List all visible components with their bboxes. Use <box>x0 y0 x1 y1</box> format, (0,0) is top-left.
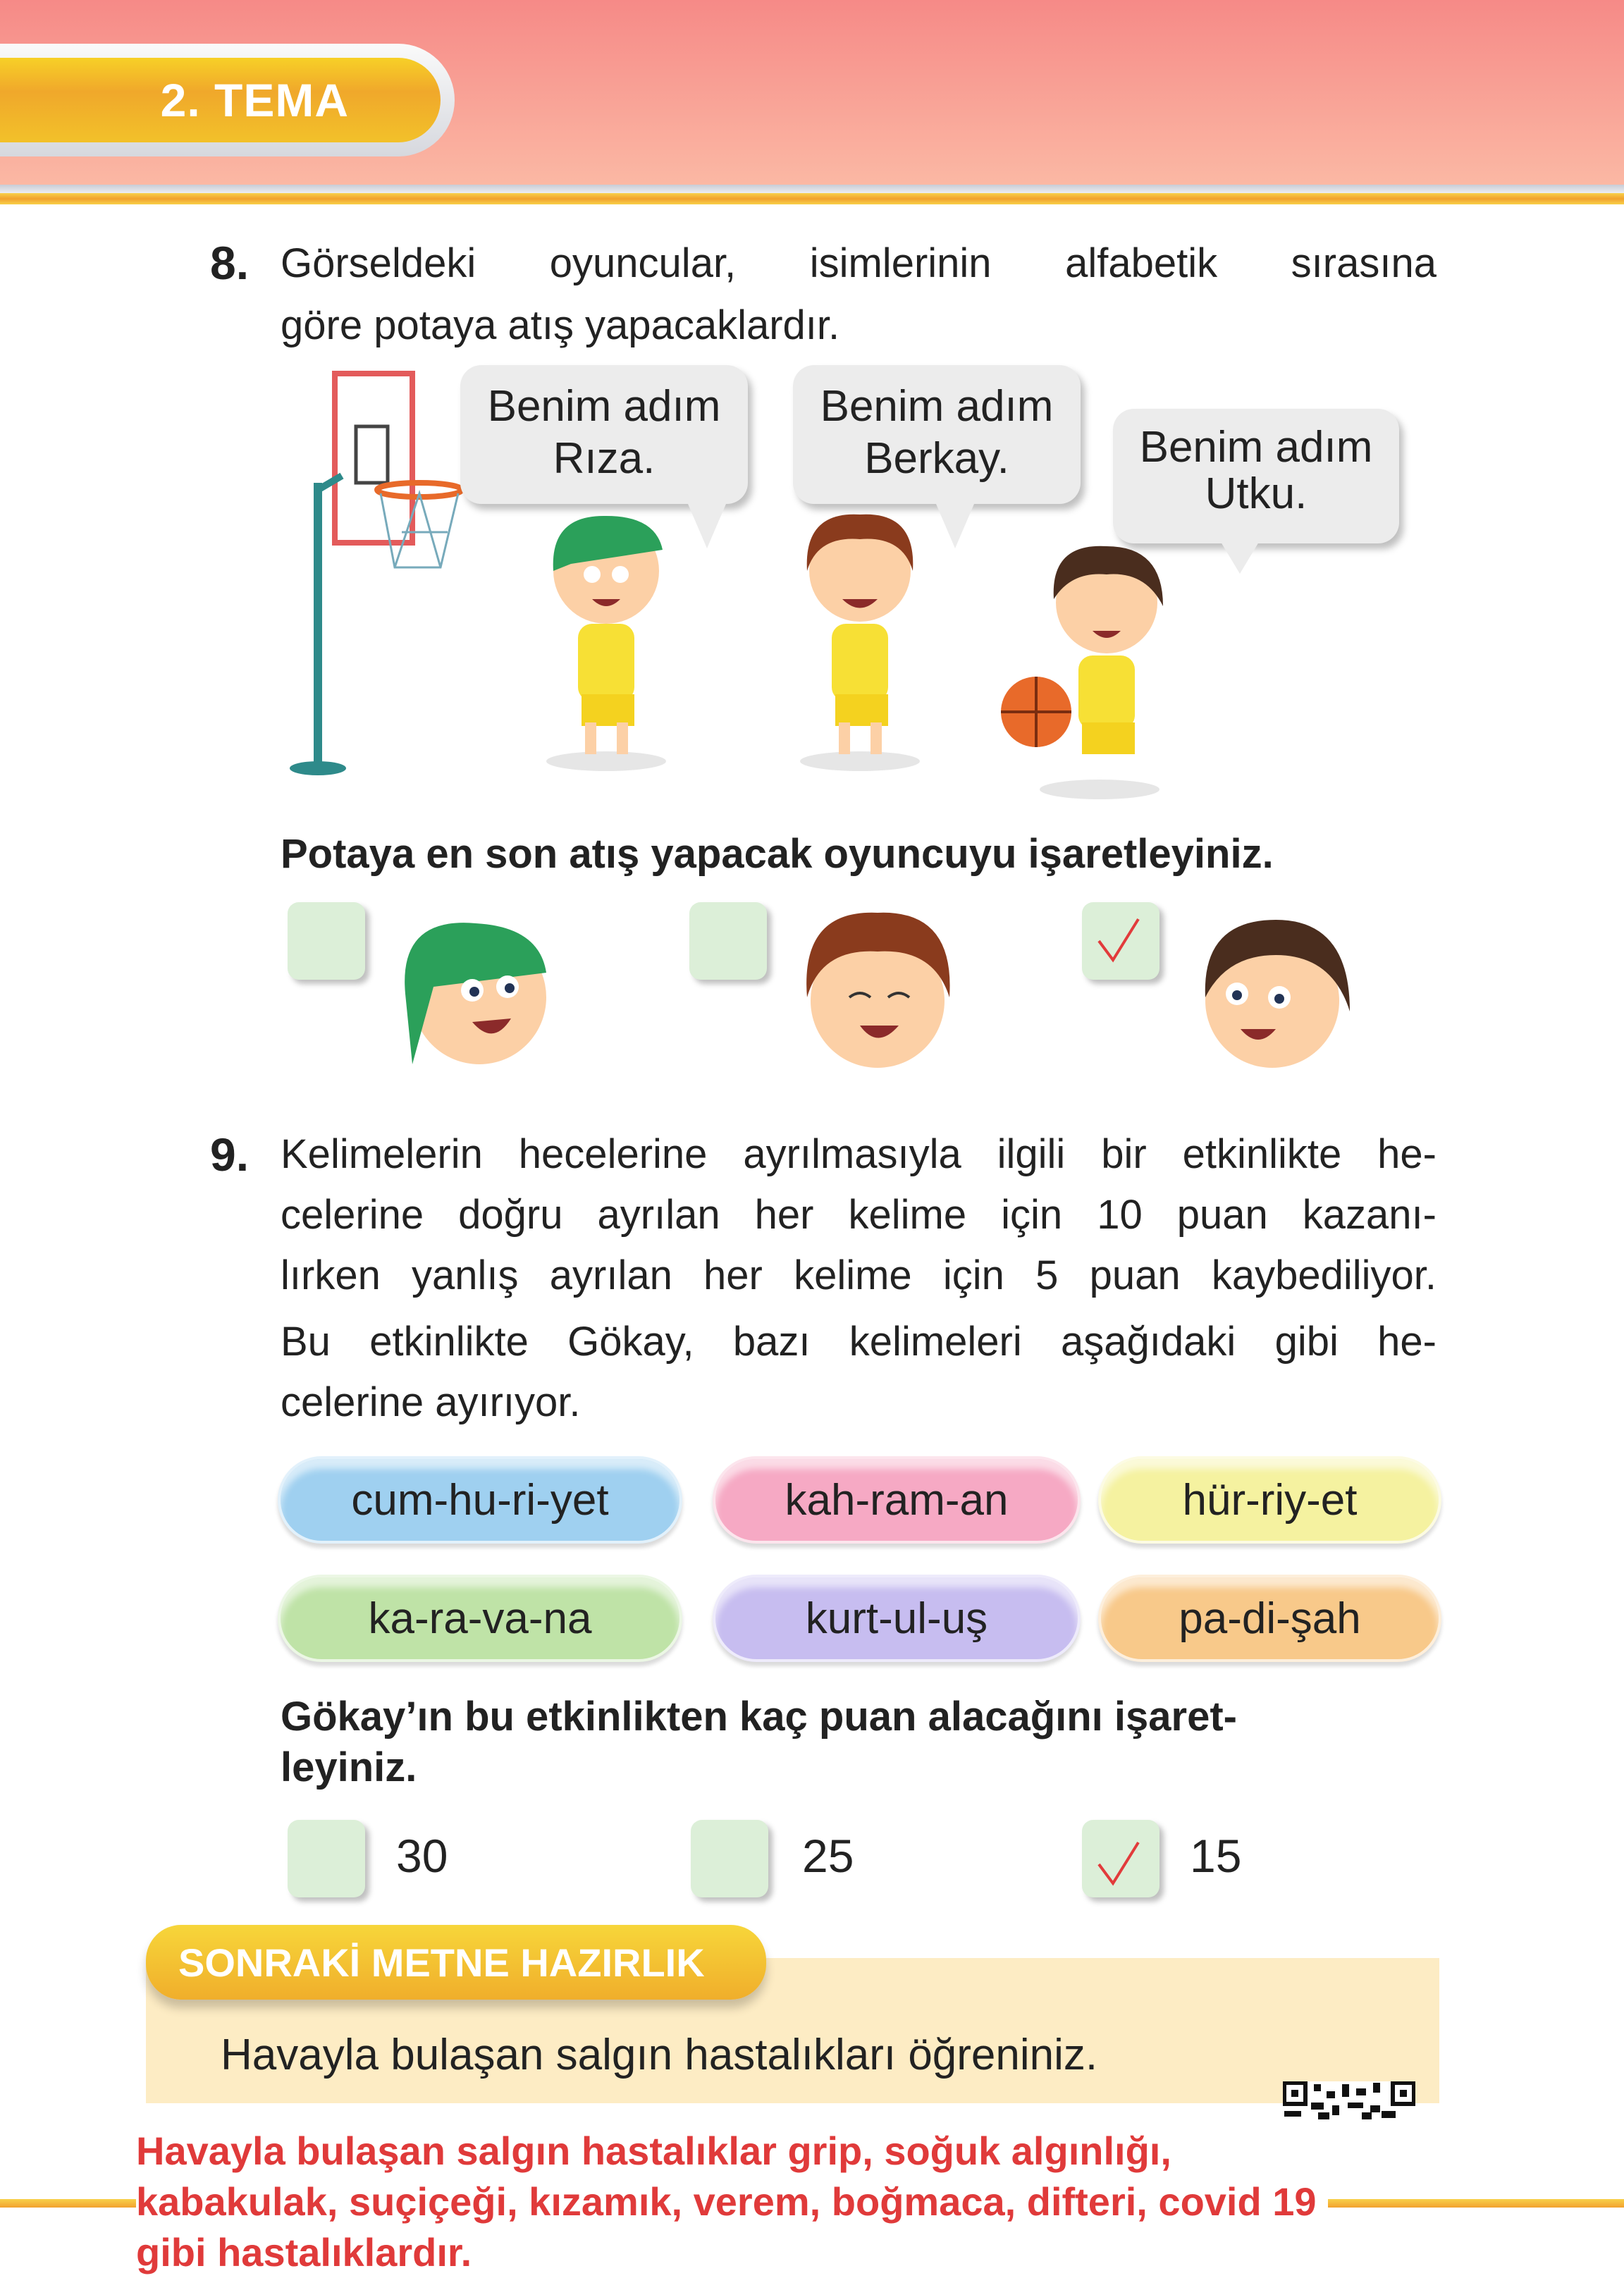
player-utku-illustration <box>994 536 1177 804</box>
riza-face-icon <box>391 909 553 1071</box>
bubble-text: Berkay. <box>864 434 1009 483</box>
question-text <box>281 1124 1437 1433</box>
word-pill: pa-di-şah <box>1098 1575 1441 1662</box>
speech-bubble-utku <box>1113 409 1399 543</box>
checkbox-utku[interactable] <box>1082 902 1159 980</box>
theme-label: 2. TEMA <box>0 58 441 142</box>
word-pill: kah-ram-an <box>713 1456 1081 1544</box>
word-pill: cum-hu-ri-yet <box>278 1456 682 1544</box>
question-line: Kelimelerin hecelerine ayrılmasıyla ilgili bir etkinlikte he- <box>281 1131 1437 1177</box>
instruction-line: leyiniz. <box>281 1744 417 1790</box>
utku-face-icon <box>1191 906 1360 1075</box>
checkmark-icon <box>1097 1840 1140 1889</box>
checkbox-30[interactable] <box>288 1820 365 1897</box>
bubble-text: Benim adım <box>820 382 1054 431</box>
player-berkay-illustration <box>775 507 945 775</box>
next-text-instruction: Havayla bulaşan salgın hastalıkları öğreniniz. <box>221 2031 1098 2079</box>
question-text <box>281 233 1437 357</box>
question-line: Bu etkinlikte Gökay, bazı kelimeleri aşağıdaki gibi he- <box>281 1319 1437 1365</box>
bubble-text: Rıza. <box>553 434 656 483</box>
checkbox-25[interactable] <box>691 1820 768 1897</box>
next-text-title: SONRAKİ METNE HAZIRLIK <box>146 1925 766 2000</box>
checkbox-15[interactable] <box>1082 1820 1159 1897</box>
theme-badge <box>0 44 455 156</box>
checkmark-icon <box>1097 916 1140 966</box>
answer-label: 25 <box>802 1830 854 1882</box>
bubble-text: Utku. <box>1205 469 1308 518</box>
answer-note-line: kabakulak, suçiçeği, kızamık, verem, boğmaca, difteri, covid 19 <box>136 2179 1317 2224</box>
word-pill: kurt-ul-uş <box>713 1575 1081 1662</box>
instruction-line: Gökay’ın bu etkinlikten kaç puan alacağını işaret- <box>281 1694 1237 1740</box>
question-line: göre potaya atış yapacaklardır. <box>281 302 840 348</box>
answer-note <box>136 2126 1328 2278</box>
answer-note-line: gibi hastalıklardır. <box>136 2230 472 2274</box>
question-number: 8. <box>210 237 250 289</box>
question-line: Görseldeki oyuncular, isimlerinin alfabetik sırasına <box>281 240 1437 286</box>
question-line: celerine doğru ayrılan her kelime için 10 puan kazanı- <box>281 1192 1437 1238</box>
answer-label: 30 <box>396 1830 448 1882</box>
bubble-text: Benim adım <box>487 382 721 431</box>
word-pill: ka-ra-va-na <box>278 1575 682 1662</box>
basketball-hoop-icon <box>278 363 490 786</box>
question-number: 9. <box>210 1128 250 1181</box>
q8-instruction: Potaya en son atış yapacak oyuncuyu işaretleyiniz. <box>281 831 1274 877</box>
checkbox-riza[interactable] <box>288 902 365 980</box>
checkbox-berkay[interactable] <box>689 902 767 980</box>
qr-code-icon[interactable] <box>1283 2081 1415 2121</box>
answer-note-line: Havayla bulaşan salgın hastalıklar grip, soğuk algınlığı, <box>136 2129 1171 2173</box>
player-riza-illustration <box>522 507 691 775</box>
berkay-face-icon <box>793 906 962 1075</box>
answer-label: 15 <box>1190 1830 1242 1882</box>
q9-instruction <box>281 1692 1437 1793</box>
question-line: lırken yanlış ayrılan her kelime için 5 puan kaybediliyor. <box>281 1252 1437 1298</box>
speech-bubble-riza <box>460 365 748 504</box>
question-line: celerine ayırıyor. <box>281 1379 581 1425</box>
bubble-text: Benim adım <box>1139 423 1373 472</box>
header-orange-line <box>0 193 1624 204</box>
word-pill: hür-riy-et <box>1098 1456 1441 1544</box>
speech-bubble-berkay <box>793 365 1081 504</box>
